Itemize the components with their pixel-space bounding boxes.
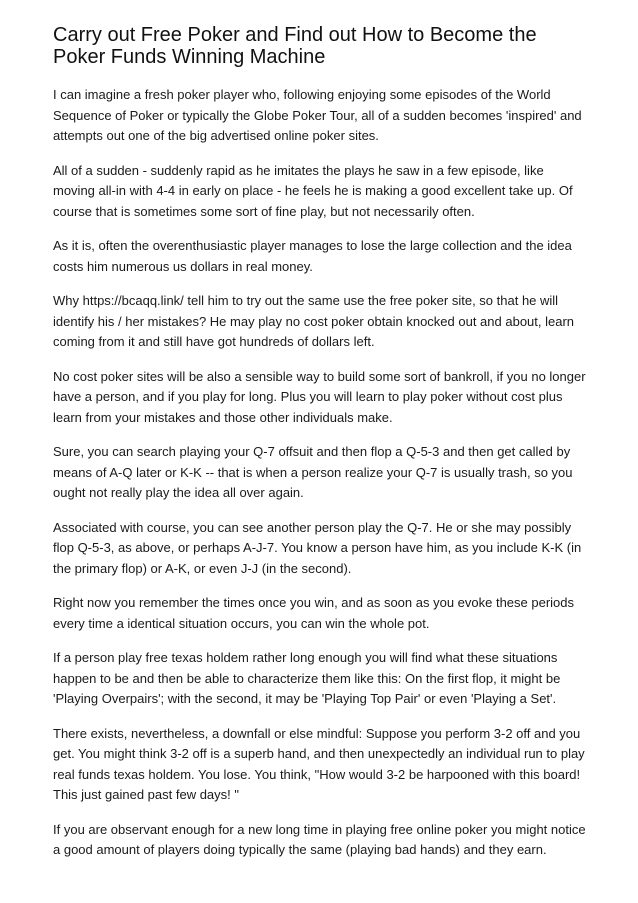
paragraph: Why https://bcaqq.link/ tell him to try out the same use the free poker site, so that he will identify his / her mistakes? He may play no cost poker obtain knocked out and about, learn coming from it and still have got hundreds of dollars left. [53,293,575,349]
document-title: Carry out Free Poker and Find out How to Become the Poker Funds Winning Machine [53,24,537,68]
paragraph: Right now you remember the times once you win, and as soon as you evoke these periods every time a identical situation occurs, you can win the whole pot. [53,595,575,631]
paragraph: If you are observant enough for a new long time in playing free online poker you might notice a good amount of players doing typically the same (playing bad hands) and they earn. [53,821,586,857]
paragraph: If a person play free texas holdem rather long enough you will find what these situations happen to be and then be able to characterize them like this: On the first flop, it might be 'Playing Overpairs'; with the second, it may be 'Playing Top Pair' or even 'Playing a Set'. [53,650,561,706]
paragraph: Associated with course, you can see another person play the Q-7. He or she may possibly flop Q-5-3, as above, or perhaps A-J-7. You know a person have him, as you include K-K (in the primary flop) or A-K, or even J-J (in the second). [53,519,582,576]
paragraph: All of a sudden - suddenly rapid as he imitates the plays he saw in a few episode, like moving all-in with 4-4 in early on place - he feels he is making a good excellent take up. Of course that is sometimes some sort of fine play, but not necessarily often. [53,162,573,219]
paragraph: There exists, nevertheless, a downfall or else mindful: Suppose you perform 3-2 off and you get. You might think 3-2 off is a superb hand, and then unexpectedly an individual run to play real funds texas holdem. You lose. You think, "How would 3-2 be harpooned with this board! This just gained past few days! " [53,725,585,802]
document-page [53,24,588,875]
paragraph: No cost poker sites will be also a sensible way to build some sort of bankroll, if you no longer have a person, and if you play for long. Plus you will learn to play poker without cost plus learn from your mistakes and those other individuals make. [53,368,586,425]
paragraph: Sure, you can search playing your Q-7 offsuit and then flop a Q-5-3 and then get called by means of A-Q later or K-K -- that is when a person realize your Q-7 is usually trash, so you ought not really play the idea all over again. [53,444,573,500]
paragraph: I can imagine a fresh poker player who, following enjoying some episodes of the World Sequence of Poker or typically the Globe Poker Tour, all of a sudden becomes 'inspired' and attempts out one of the big advertised online poker sites. [53,87,582,143]
paragraph: As it is, often the overenthusiastic player manages to lose the large collection and the idea costs him numerous us dollars in real money. [53,238,572,274]
